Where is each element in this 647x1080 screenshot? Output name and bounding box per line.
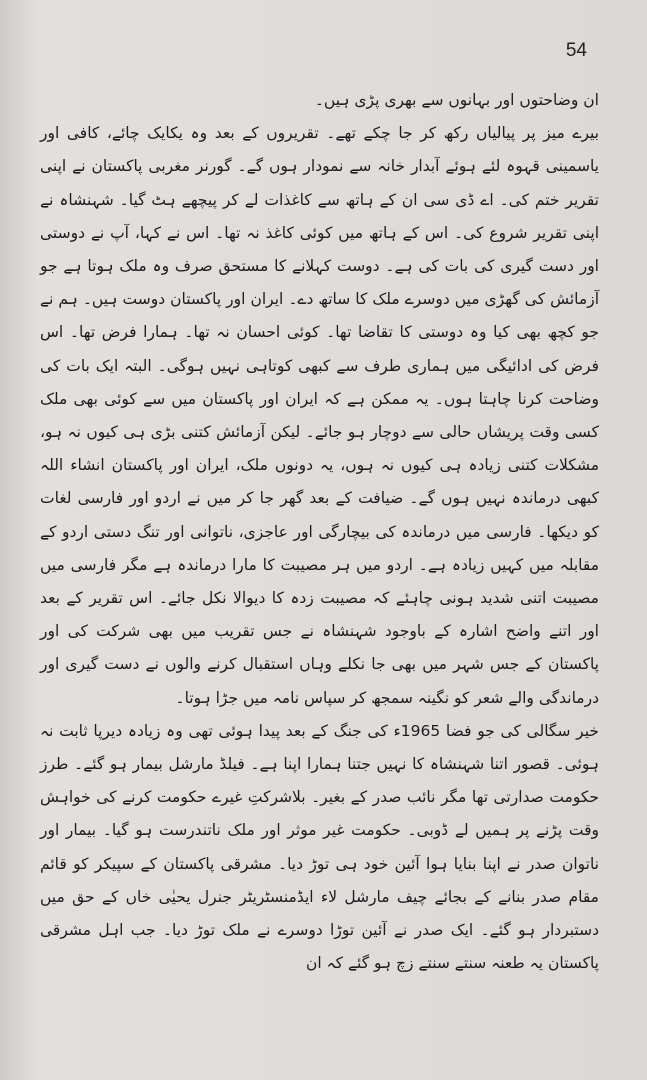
paragraph: بیرے میز پر پیالیاں رکھ کر جا چکے تھے۔ تقریروں کے بعد وہ یکایک چائے، کافی اور یاسمینی قہوہ لئے ہوئے آبدار خانہ سے نمودار ہوں گے۔ گورنر مغربی پاکستان نے اپنی تقریر ختم کی۔ اے ڈی سی ان کے ہاتھ سے کاغذات لے کر پیچھے ہٹ گیا۔ شہنشاہ نے اپنی تقریر شروع کی۔ اس کے ہاتھ میں کوئی کاغذ نہ تھا۔ اس نے کہا، آپ نے دوستی اور دست گیری کی بات کی ہے۔ دوست کہلانے کا مستحق صرف وہ ملک ہوتا ہے جو آزمائش کی گھڑی میں دوسرے ملک کا ساتھ دے۔ ایران اور پاکستان دوست ہیں۔ ہم نے جو کچھ بھی کیا وہ دوستی کا تقاضا تھا۔ کوئی احسان نہ تھا۔ ہمارا فرض تھا۔ اس فرض کی ادائیگی میں ہماری طرف سے کبھی کوتاہی نہیں ہوگی۔ البتہ ایک بات کی وضاحت کرنا چاہتا ہوں۔ یہ ممکن ہے کہ ایران اور پاکستان میں سے کوئی بھی ملک کسی وقت پریشاں حالی سے دوچار ہو جائے۔ لیکن آزمائش کتنی بڑی ہی کیوں نہ ہو، مشکلات کتنی زیادہ ہی کیوں نہ ہوں، یہ دونوں ملک، ایران اور پاکستان انشاء اللہ کبھی درماندہ نہیں ہوں گے۔ ضیافت کے بعد گھر جا کر میں نے اردو اور فارسی لغات کو دیکھا۔ فارسی میں درماندہ کی بیچارگی اور عاجزی، ناتوانی اور تنگ دستی اردو کے مقابلہ میں کہیں زیادہ ہے۔ اردو میں ہر مصیبت کا مارا درماندہ ہے مگر فارسی میں مصیبت اتنی شدید ہونی چاہئے کہ مصیبت زدہ کا دیوالا نکل جائے۔ اس تقریر کے بعد اور اتنے واضح اشارہ کے باوجود شہنشاہ نے جس تقریب میں بھی شرکت کی اور پاکستان کے جس شہر میں بھی جا نکلے وہاں استقبال کرنے والوں نے دست گیری اور درماندگی والے شعر کو نگینہ سمجھ کر سپاس نامہ میں جڑا ہوتا۔ [40,124,599,707]
paragraph: خیر سگالی کی جو فضا 1965ء کی جنگ کے بعد پیدا ہوئی تھی وہ زیادہ دیرپا ثابت نہ ہوئی۔ قصور اتنا شہنشاہ کا نہیں جتنا ہمارا اپنا ہے۔ فیلڈ مارشل بیمار ہو گئے۔ طرز حکومت صدارتی تھا مگر نائب صدر کے بغیر۔ بلاشرکتِ غیرے حکومت کرنے کی خواہش وقت پڑنے پر ہمیں لے ڈوبی۔ حکومت غیر موثر اور ملک ناتندرست ہو گیا۔ بیمار اور ناتوان صدر نے اپنا بنایا ہوا آئین خود ہی توڑ دیا۔ مشرقی پاکستان کے سپیکر کو قائم مقام صدر بنانے کے بجائے چیف مارشل لاء ایڈمنسٹریٹر جنرل یحیٰی خاں کے حق میں دستبردار ہو گئے۔ ایک صدر نے آئین توڑا دوسرے نے ملک توڑ دیا۔ جب اہل مشرقی پاکستان یہ طعنہ سنتے سنتے زچ ہو گئے کہ ان [40,721,599,973]
paragraph: ان وضاحتوں اور بہانوں سے بھری پڑی ہیں۔ [314,91,599,109]
page-body [40,84,599,980]
page-number: 54 [565,40,587,61]
